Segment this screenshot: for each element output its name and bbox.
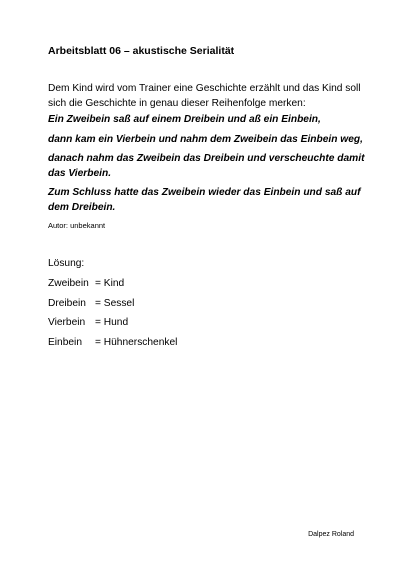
solution-row: [48, 297, 348, 317]
solution-row: [48, 277, 348, 297]
solution-row: [48, 316, 348, 336]
solution-term: Zweibein: [48, 278, 89, 289]
worksheet-title: Arbeitsblatt 06 – akustische Serialität: [48, 45, 235, 57]
story-sentence: [48, 113, 368, 128]
story-line: danach nahm das Zweibein das Dreibein und verscheuchte damit: [48, 153, 365, 164]
story-line: dem Dreibein.: [48, 201, 116, 213]
solution-term: Vierbein: [48, 317, 86, 328]
solution-list: [48, 277, 348, 355]
story-line: das Vierbein.: [48, 167, 112, 179]
solution-term: Dreibein: [48, 297, 86, 309]
solution-term: Einbein: [48, 336, 82, 348]
solution-meaning: = Hund: [95, 317, 129, 328]
story-sentence: [48, 186, 368, 215]
solution-heading: Lösung:: [48, 258, 85, 269]
intro-line: sich die Geschichte in genau dieser Reihenfolge merken:: [48, 98, 306, 109]
solution-meaning: = Sessel: [95, 297, 135, 309]
story-line: dann kam ein Vierbein und nahm dem Zweibein das Einbein weg,: [48, 133, 363, 145]
intro-line: Dem Kind wird vom Trainer eine Geschichte erzählt und das Kind soll: [48, 83, 361, 94]
story-sentence: [48, 152, 368, 181]
solution-row: [48, 336, 348, 356]
author-note: Autor: unbekannt: [48, 221, 106, 230]
story-sentence: [48, 133, 368, 148]
page-footer: Dalpez Roland: [308, 531, 354, 538]
story-line: Zum Schluss hatte das Zweibein wieder das Einbein und saß auf: [48, 187, 361, 198]
solution-meaning: = Hühnerschenkel: [95, 336, 178, 348]
story-section: [48, 113, 368, 220]
story-line: Ein Zweibein saß auf einem Dreibein und aß ein Einbein,: [48, 114, 321, 125]
intro-paragraph: [48, 81, 368, 111]
solution-meaning: = Kind: [95, 278, 125, 289]
